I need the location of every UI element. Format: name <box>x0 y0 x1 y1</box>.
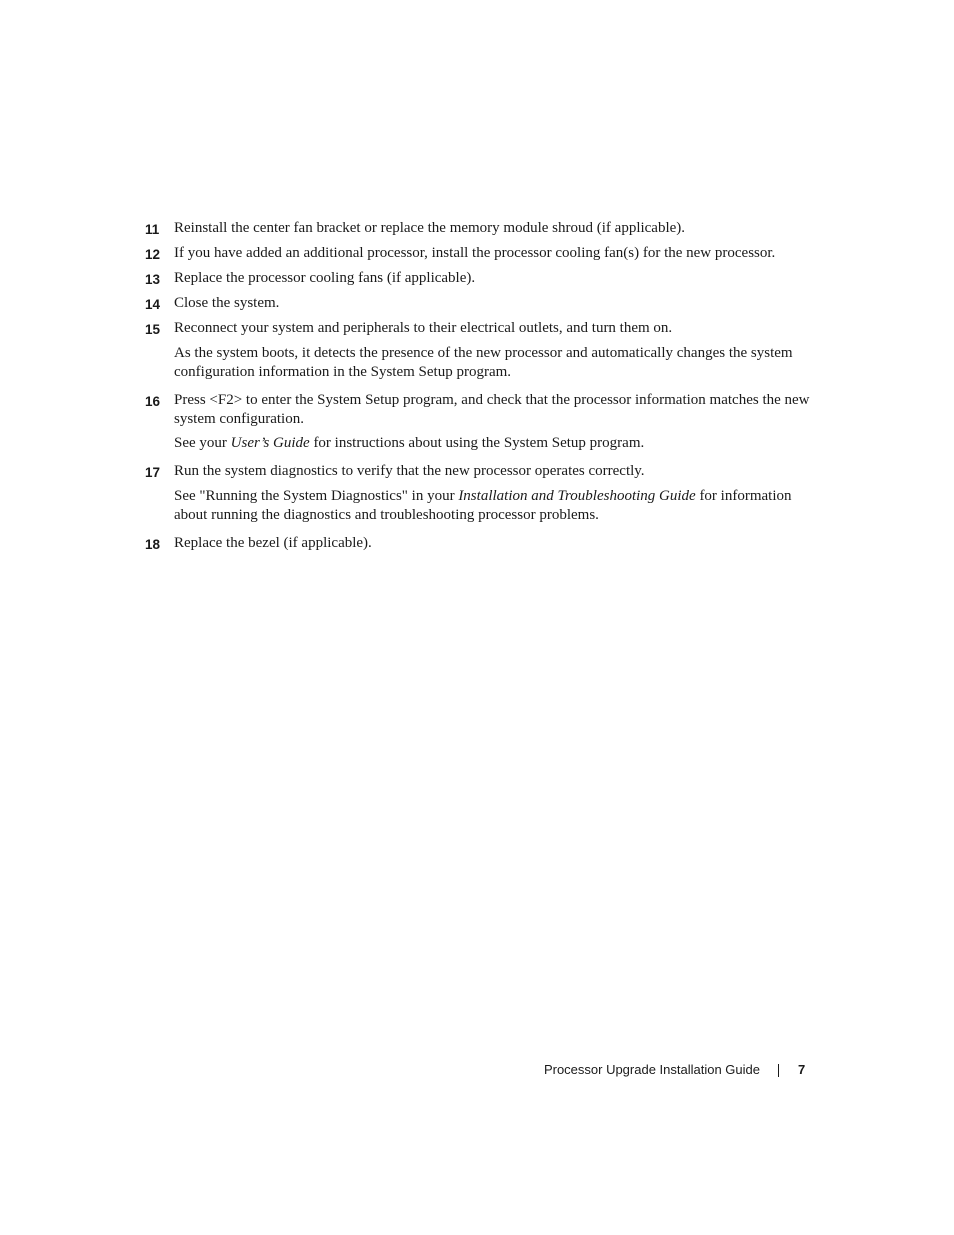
guide-title: User’s Guide <box>230 435 310 451</box>
step-text: Reconnect your system and peripherals to their electrical outlets, and turn them on. <box>174 320 673 336</box>
step-number: 12 <box>145 247 161 262</box>
step-text: If you have added an additional processor, install the processor cooling fan(s) for the new processor. <box>174 245 776 261</box>
page-footer <box>0 1061 954 1081</box>
step-text: Close the system. <box>174 295 280 311</box>
note-text: See your <box>174 435 231 451</box>
step-number: 16 <box>145 394 161 409</box>
step-text: Replace the bezel (if applicable). <box>174 535 372 551</box>
note-text: for instructions about using the System Setup program. <box>309 435 645 451</box>
step-text: Replace the processor cooling fans (if applicable). <box>174 270 476 286</box>
step-text: Run the system diagnostics to verify that the new processor operates correctly. <box>174 463 645 479</box>
note-text: See "Running the System Diagnostics" in your <box>174 488 459 504</box>
step-note <box>174 487 819 525</box>
step-text: Press <F2> to enter the System Setup program, and check that the processor information matches the new system configuration. <box>174 392 810 427</box>
step-note <box>174 434 819 453</box>
step-number: 13 <box>145 272 161 287</box>
guide-title: Installation and Troubleshooting Guide <box>458 488 696 504</box>
step-number: 18 <box>145 537 161 552</box>
step-number: 11 <box>145 222 160 237</box>
step-note: As the system boots, it detects the presence of the new processor and automatically changes the system configuration information in the System Setup program. <box>174 345 793 380</box>
note-text: for information about running the diagnostics and troubleshooting processor problems. <box>174 488 792 523</box>
step-number: 17 <box>145 465 161 480</box>
step-number: 14 <box>145 297 161 312</box>
document-title: Processor Upgrade Installation Guide <box>543 1062 760 1077</box>
page-number: 7 <box>798 1062 806 1077</box>
footer-divider <box>778 1064 779 1077</box>
step-number: 15 <box>145 322 161 337</box>
step-text: Reinstall the center fan bracket or replace the memory module shroud (if applicable). <box>174 220 686 236</box>
